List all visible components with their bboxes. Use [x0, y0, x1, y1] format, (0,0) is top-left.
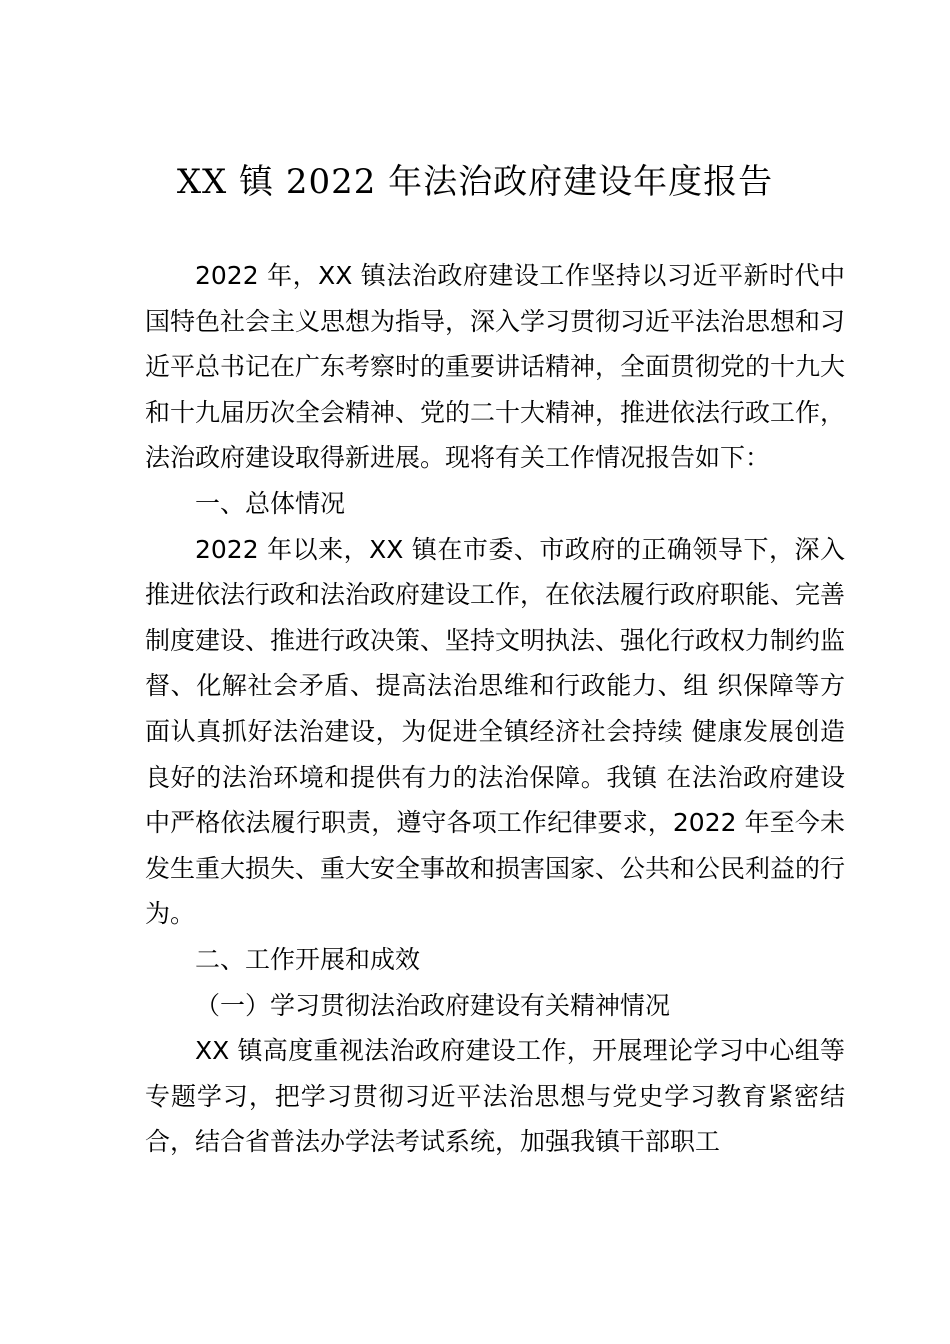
document-body [145, 253, 845, 1165]
section-heading-work-results: 二、工作开展和成效 [195, 944, 421, 974]
overview-paragraph: 2022 年以来，XX 镇在市委、市政府的正确领导下，深入推进依法行政和法治政府建设工作，在依法履行政府职能、完善制度建设、推进行政决策、坚持文明执法、强化行政权力制约监督、化解社会矛盾、提高法治思维和行政能力、组 织保障等方面认真抓好法治建设，为促进全镇经济社会持续 健康发展创造良好的法治环境和提供有力的法治保障。我镇 在法治政府建设中严格依法履行职责，遵守各项工作纪律要求，2022 年至今未发生重大损失、重大安全事故和损害国家、公共和公民利益的行为。 [145, 534, 846, 929]
document-title: XX 镇 2022 年法治政府建设年度报告 [176, 162, 774, 202]
subsection-heading-study: （一）学习贯彻法治政府建设有关精神情况 [195, 990, 671, 1020]
intro-paragraph: 2022 年，XX 镇法治政府建设工作坚持以习近平新时代中国特色社会主义思想为指导，深入学习贯彻习近平法治思想和习近平总书记在广东考察时的重要讲话精神，全面贯彻党的十九大和十九届历次全会精神、党的二十大精神，推进依法行政工作，法治政府建设取得新进展。现将有关工作情况报告如下： [145, 261, 846, 473]
study-paragraph: XX 镇高度重视法治政府建设工作，开展理论学习中心组等专题学习，把学习贯彻习近平法治思想与党史学习教育紧密结合，结合省普法办学法考试系统，加强我镇干部职工 [145, 1036, 845, 1157]
section-heading-overview: 一、总体情况 [195, 488, 346, 518]
